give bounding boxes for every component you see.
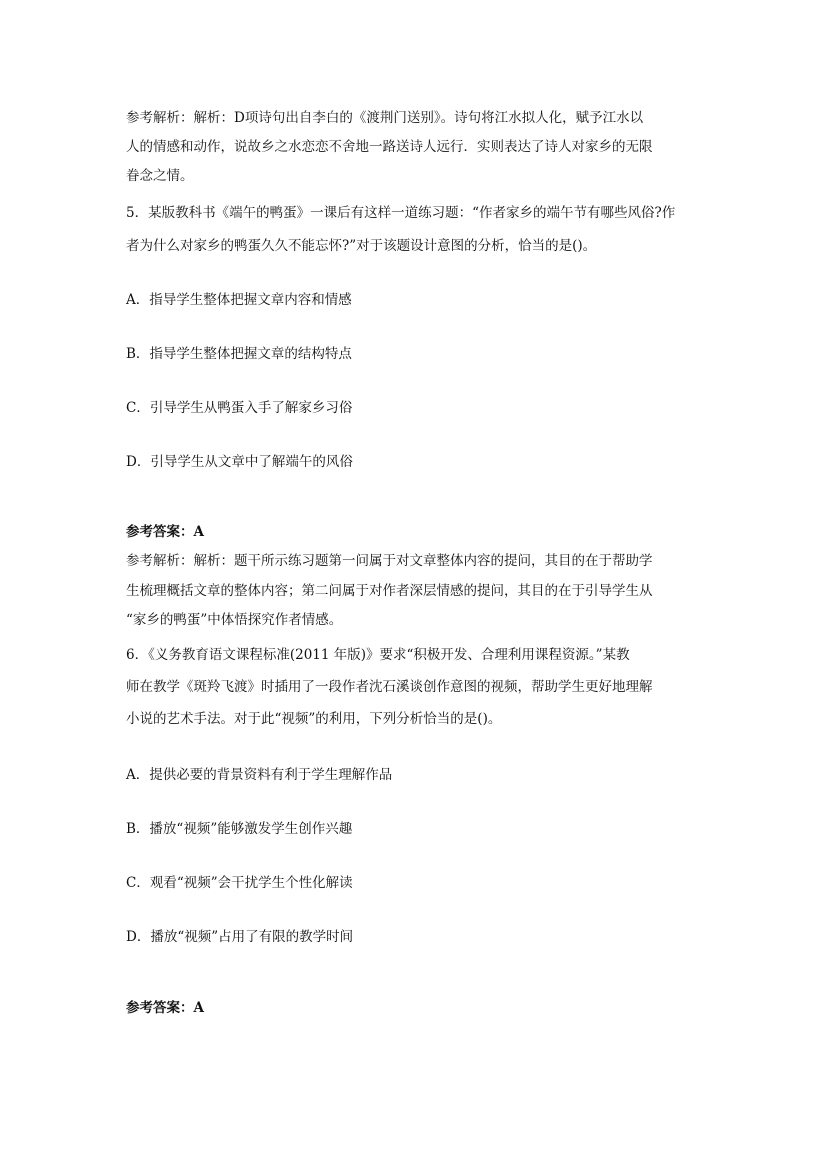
option-a: A．指导学生整体把握文章内容和情感 [126,292,352,308]
question-stem-line: 师在教学《斑羚飞渡》时插用了一段作者沈石溪谈创作意图的视频，帮助学生更好地理解 [126,679,653,695]
analysis-line: 生梳理概括文章的整体内容；第二问属于对作者深层情感的提问，其目的在于引导学生从 [126,583,653,599]
option-b: B．指导学生整体把握文章的结构特点 [126,346,352,362]
question-stem-line: 小说的艺术手法。对于此“视频”的利用，下列分析恰当的是()。 [126,711,502,727]
option-a: A．提供必要的背景资料有利于学生理解作品 [126,767,393,783]
question-stem-line: 者为什么对家乡的鸭蛋久久不能忘怀?”对于该题设计意图的分析，恰当的是()。 [126,238,597,254]
analysis-line: 参考解析：解析：题干所示练习题第一问属于对文章整体内容的提问，其目的在于帮助学 [126,553,653,569]
question-stem-line: 5．某版教科书《端午的鸭蛋》一课后有这样一道练习题：“作者家乡的端午节有哪些风俗?作 [126,205,676,221]
analysis-line: 参考解析：解析：D项诗句出自李白的《渡荆门送别》。诗句将江水拟人化，赋予江水以 [126,110,644,126]
analysis-line: 人的情感和动作，说故乡之水恋恋不舍地一路送诗人远行．实则表达了诗人对家乡的无限 [126,139,653,155]
answer-label: 参考答案：A [126,524,204,540]
option-d: D．引导学生从文章中了解端午的风俗 [126,454,353,470]
option-b: B．播放“视频”能够激发学生创作兴趣 [126,821,353,837]
option-d: D．播放“视频”占用了有限的教学时间 [126,929,354,945]
analysis-line: 眷念之情。 [126,168,194,184]
answer-label: 参考答案：A [126,1000,204,1016]
question-stem-line: 6．《义务教育语文课程标准(2011 年版)》要求“积极开发、合理利用课程资源。”某教 [126,647,630,663]
analysis-line: “家乡的鸭蛋”中体悟探究作者情感。 [126,612,343,628]
option-c: C．观看“视频”会干扰学生个性化解读 [126,875,353,891]
option-c: C．引导学生从鸭蛋入手了解家乡习俗 [126,400,353,416]
